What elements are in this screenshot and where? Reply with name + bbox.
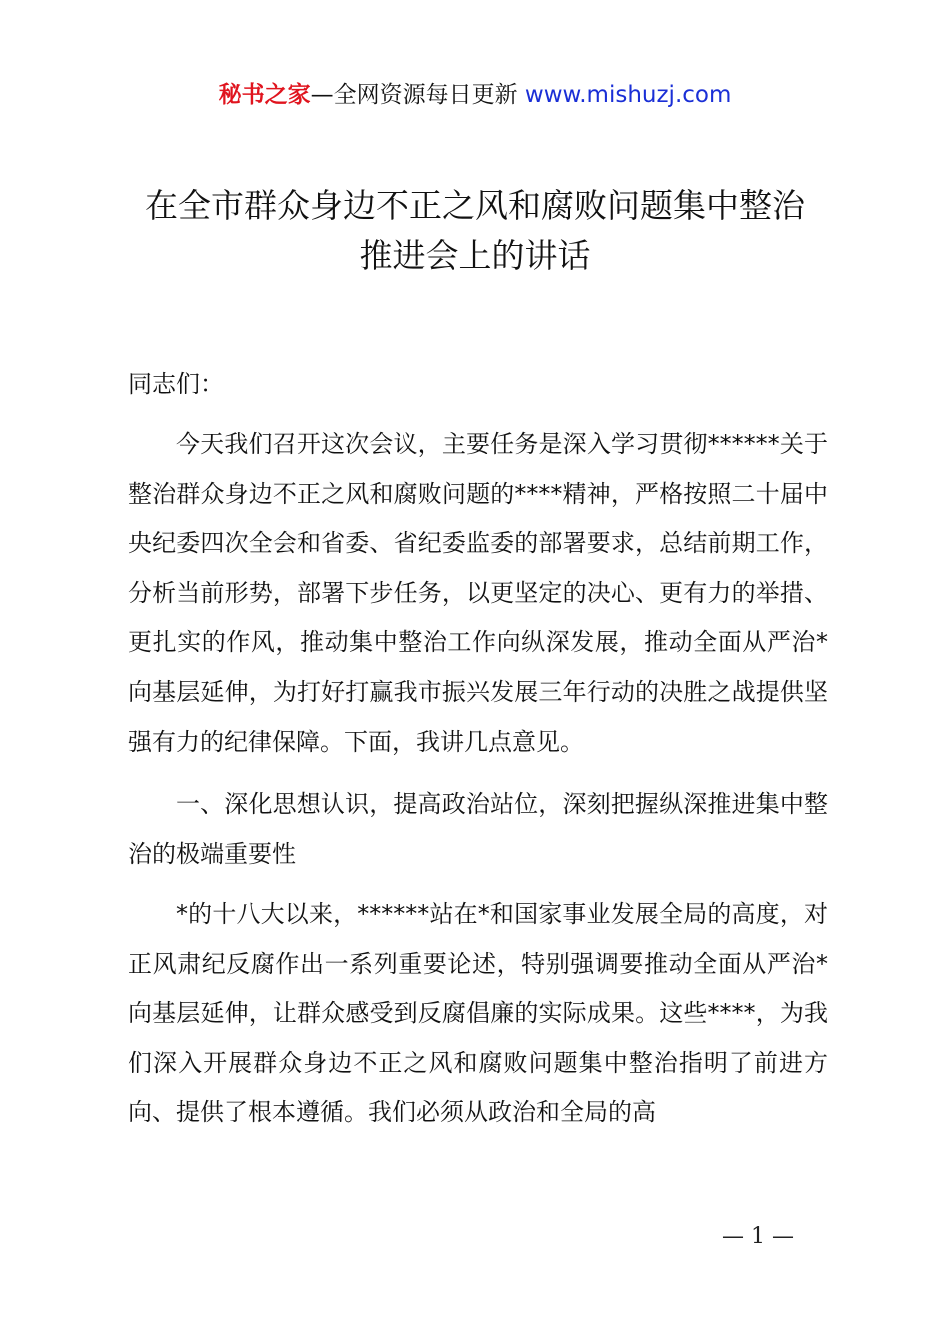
site-header xyxy=(0,78,950,112)
title-line-1: 在全市群众身边不正之风和腐败问题集中整治 xyxy=(145,186,805,225)
page-number: — 1 — xyxy=(722,1224,794,1249)
title-line-2: 推进会上的讲话 xyxy=(359,236,591,275)
paragraph-intro: 今天我们召开这次会议，主要任务是深入学习贯彻******关于整治群众身边不正之风和腐败问题的****精神，严格按照二十届中央纪委四次全会和省委、省纪委监委的部署要求，总结前期工作，分析当前形势，部署下步任务，以更坚定的决心、更有力的举措、更扎实的作风，推动集中整治工作向纵深发展，推动全面从严治*向基层延伸，为打好打赢我市振兴发展三年行动的决胜之战提供坚强有力的纪律保障。下面，我讲几点意见。 xyxy=(128,430,828,756)
salutation: 同志们： xyxy=(128,370,224,398)
header-tagline: —全网资源每日更新 xyxy=(310,82,518,108)
site-url-link[interactable]: www.mishuzj.com xyxy=(524,82,732,108)
paragraph-section-1: *的十八大以来，******站在*和国家事业发展全局的高度，对正风肃纪反腐作出一系列重要论述，特别强调要推动全面从严治*向基层延伸，让群众感受到反腐倡廉的实际成果。这些****，为我们深入开展群众身边不正之风和腐败问题集中整治指明了前进方向、提供了根本遵循。我们必须从政治和全局的高 xyxy=(128,900,828,1127)
section-heading-1: 一、深化思想认识，提高政治站位，深刻把握纵深推进集中整治的极端重要性 xyxy=(128,790,828,868)
document-title xyxy=(100,181,850,281)
brand-name: 秘书之家 xyxy=(218,82,311,108)
